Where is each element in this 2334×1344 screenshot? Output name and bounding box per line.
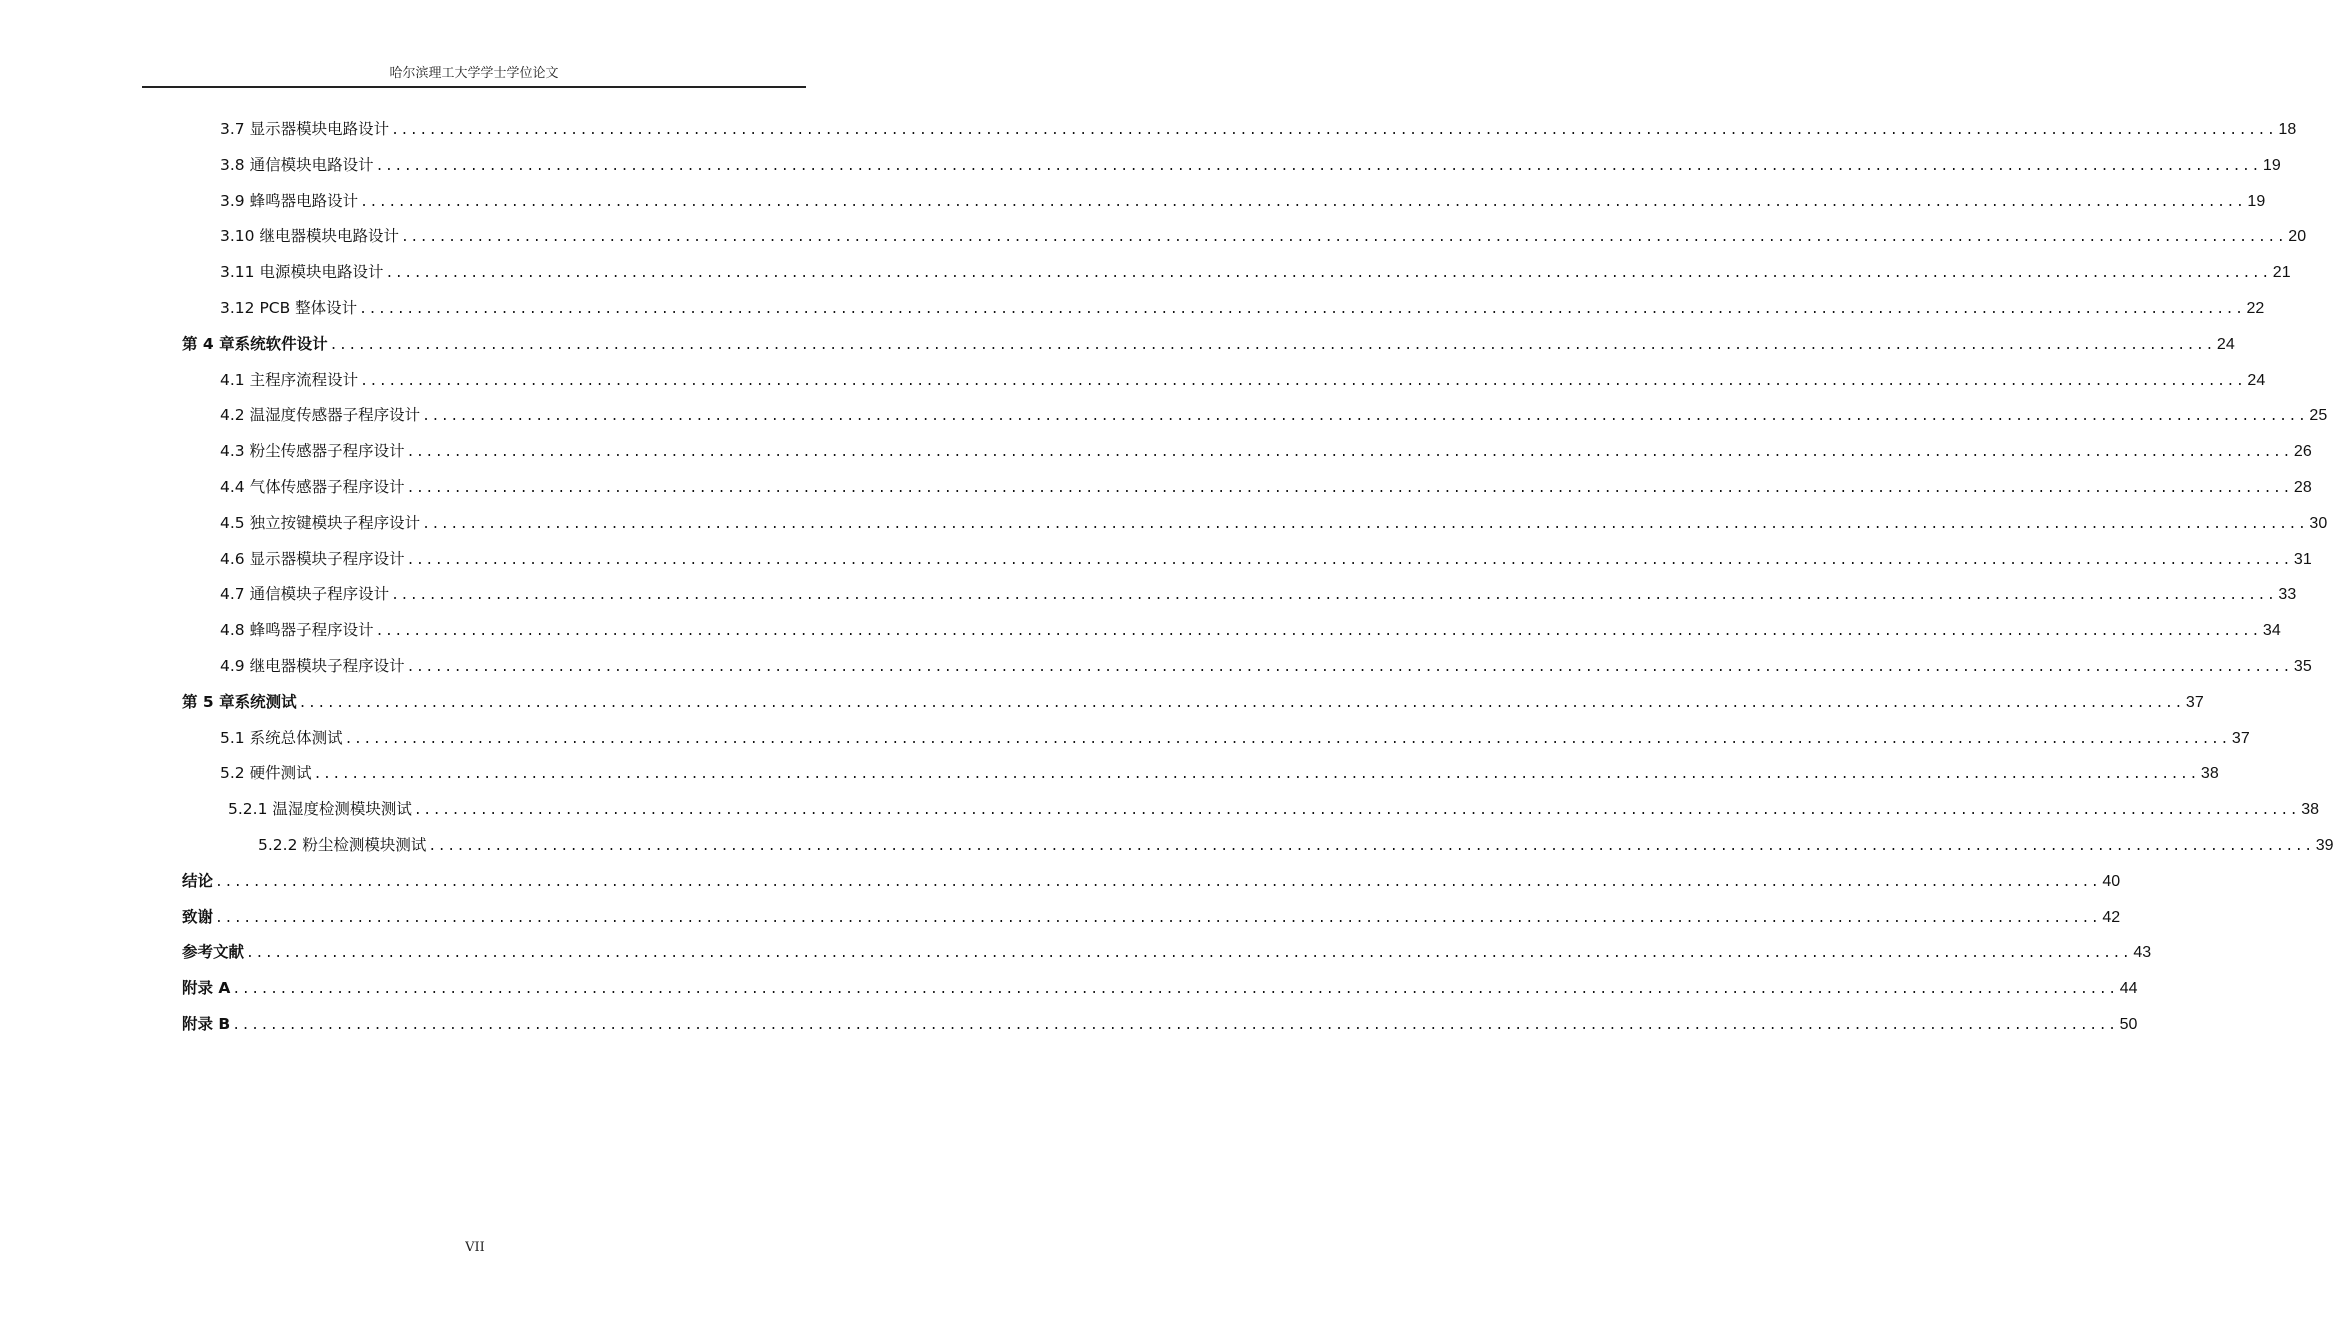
toc-entry-page: 43 — [2133, 944, 2152, 962]
toc-entry[interactable] — [182, 976, 2138, 1000]
toc-leader-dots: ........................................................................................................................................................................................................ — [375, 158, 2261, 174]
toc-leader-dots: ........................................................................................................................................................................................................ — [413, 803, 2300, 819]
toc-entry-page: 33 — [2278, 586, 2297, 604]
toc-entry-label: 3.12 PCB 整体设计 — [220, 299, 358, 317]
toc-entry-page: 35 — [2293, 658, 2312, 675]
toc-entry-label: 致谢 — [182, 907, 214, 926]
toc-entry[interactable] — [220, 368, 2266, 392]
toc-entry-label: 3.9 蜂鸣器电路设计 — [220, 191, 359, 210]
toc-entry-label: 4.5 独立按键模块子程序设计 — [220, 513, 421, 532]
toc-entry-page: 34 — [2262, 622, 2281, 640]
page-header — [142, 64, 806, 88]
toc-entry[interactable] — [220, 582, 2297, 606]
toc-entry-page: 37 — [2231, 729, 2250, 747]
toc-entry-label: 5.1 系统总体测试 — [220, 728, 343, 747]
toc-entry-label: 4.8 蜂鸣器子程序设计 — [220, 621, 374, 640]
toc-entry-page: 20 — [2288, 228, 2307, 246]
toc-leader-dots: ........................................................................................................................................................................................................ — [406, 660, 2292, 675]
toc-entry[interactable] — [220, 189, 2266, 213]
toc-leader-dots: ........................................................................................................................................................................................................ — [215, 874, 2101, 890]
toc-leader-dots: ........................................................................................................................................................................................................ — [360, 373, 2246, 389]
toc-leader-dots: ........................................................................................................................................................................................................ — [406, 445, 2292, 461]
toc-entry-page: 44 — [2119, 980, 2138, 998]
toc-entry[interactable] — [220, 618, 2281, 642]
toc-entry-page: 24 — [2216, 335, 2235, 353]
toc-entry[interactable] — [220, 403, 2328, 427]
toc-entry[interactable] — [182, 332, 2235, 356]
toc-entry-label: 3.7 显示器模块电路设计 — [220, 120, 390, 138]
toc-leader-dots: ........................................................................................................................................................................................................ — [428, 839, 2314, 854]
toc-entry-page: 38 — [2301, 801, 2320, 819]
toc-entry-page: 30 — [2309, 514, 2328, 532]
toc-leader-dots: ........................................................................................................................................................................................................ — [400, 230, 2287, 246]
toc-entry-page: 31 — [2293, 550, 2312, 568]
page-footer — [0, 1240, 950, 1255]
toc-leader-dots: ........................................................................................................................................................................................................ — [375, 624, 2261, 640]
toc-entry-label: 附录 B — [182, 1015, 231, 1033]
toc-entry-page: 38 — [2200, 765, 2219, 783]
toc-entry[interactable] — [220, 654, 2312, 678]
toc-leader-dots: ........................................................................................................................................................................................................ — [344, 731, 2230, 747]
toc-entry[interactable] — [220, 439, 2312, 463]
toc-entry[interactable] — [220, 761, 2219, 785]
toc-entry-label: 4.7 通信模块子程序设计 — [220, 585, 390, 604]
toc-entry-label: 5.2.2 粉尘检测模块测试 — [258, 836, 427, 854]
toc-entry[interactable] — [220, 224, 2307, 248]
toc-entry-page: 26 — [2293, 443, 2312, 461]
toc-entry-label: 第 4 章系统软件设计 — [182, 334, 328, 353]
toc-leader-dots: ........................................................................................................................................................................................................ — [215, 910, 2101, 926]
toc-entry-page: 19 — [2247, 192, 2266, 210]
toc-entry-label: 5.2 硬件测试 — [220, 764, 312, 783]
toc-entry[interactable] — [182, 905, 2121, 929]
toc-leader-dots: ........................................................................................................................................................................................................ — [232, 982, 2118, 998]
toc-entry-label: 4.1 主程序流程设计 — [220, 370, 359, 389]
toc-entry[interactable] — [258, 833, 2334, 857]
toc-entry-label: 4.2 温湿度传感器子程序设计 — [220, 406, 421, 425]
toc-entry-label: 第 5 章系统测试 — [182, 692, 297, 711]
toc-leader-dots: ........................................................................................................................................................................................................ — [359, 302, 2245, 317]
toc-leader-dots: ........................................................................................................................................................................................................ — [422, 516, 2308, 532]
toc-entry-page: 39 — [2315, 837, 2334, 854]
header-title: 哈尔滨理工大学学士学位论文 — [389, 66, 559, 81]
toc-entry-page: 42 — [2102, 908, 2121, 926]
toc-entry-page: 24 — [2247, 371, 2266, 389]
toc-entry[interactable] — [220, 260, 2291, 284]
toc-entry-page: 50 — [2119, 1016, 2138, 1033]
toc-entry-label: 3.8 通信模块电路设计 — [220, 155, 374, 174]
page-number: VII — [465, 1240, 485, 1255]
toc-entry[interactable] — [220, 511, 2328, 535]
toc-entry-page: 37 — [2185, 693, 2204, 711]
toc-entry[interactable] — [220, 547, 2312, 571]
toc-entry-label: 5.2.1 温湿度检测模块测试 — [228, 800, 412, 819]
toc-entry-label: 参考文献 — [182, 943, 245, 962]
toc-leader-dots: ........................................................................................................................................................................................................ — [329, 337, 2215, 353]
toc-entry[interactable] — [220, 117, 2297, 141]
toc-entry[interactable] — [182, 940, 2152, 964]
toc-leader-dots: ........................................................................................................................................................................................................ — [360, 194, 2246, 210]
toc-entry[interactable] — [220, 153, 2281, 177]
toc-leader-dots: ........................................................................................................................................................................................................ — [391, 588, 2277, 604]
toc-leader-dots: ........................................................................................................................................................................................................ — [298, 695, 2184, 711]
toc-leader-dots: ........................................................................................................................................................................................................ — [422, 409, 2308, 425]
toc-entry-label: 3.10 继电器模块电路设计 — [220, 227, 399, 246]
toc-entry-label: 附录 A — [182, 979, 231, 998]
toc-entry[interactable] — [220, 475, 2312, 499]
toc-entry-label: 结论 — [182, 871, 214, 890]
toc-entry[interactable] — [220, 726, 2250, 750]
toc-entry-page: 28 — [2293, 479, 2312, 496]
toc-leader-dots: ........................................................................................................................................................................................................ — [232, 1018, 2118, 1033]
toc-entry[interactable] — [228, 797, 2320, 821]
toc-leader-dots: ........................................................................................................................................................................................................ — [313, 767, 2199, 783]
toc-entry-page: 21 — [2272, 264, 2291, 282]
toc-leader-dots: ........................................................................................................................................................................................................ — [246, 946, 2132, 962]
toc-entry-label: 4.3 粉尘传感器子程序设计 — [220, 442, 405, 461]
toc-entry[interactable] — [220, 296, 2265, 320]
toc-entry-label: 4.6 显示器模块子程序设计 — [220, 549, 405, 568]
toc-entry-label: 3.11 电源模块电路设计 — [220, 263, 384, 282]
toc-entry-page: 22 — [2246, 300, 2265, 317]
toc-entry-page: 40 — [2102, 872, 2121, 890]
toc-entry-page: 18 — [2278, 121, 2297, 138]
toc-entry-label: 4.4 气体传感器子程序设计 — [220, 478, 405, 496]
toc-entry-page: 19 — [2262, 156, 2281, 174]
toc-entry[interactable] — [182, 869, 2121, 893]
toc-entry-page: 25 — [2309, 407, 2328, 425]
toc-entry-label: 4.9 继电器模块子程序设计 — [220, 657, 405, 675]
toc-leader-dots: ........................................................................................................................................................................................................ — [391, 123, 2277, 138]
toc-leader-dots: ........................................................................................................................................................................................................ — [385, 266, 2271, 282]
toc-entry[interactable] — [182, 690, 2204, 714]
toc-leader-dots: ........................................................................................................................................................................................................ — [406, 552, 2292, 568]
toc-leader-dots: ........................................................................................................................................................................................................ — [406, 481, 2292, 496]
toc-entry[interactable] — [182, 1012, 2138, 1036]
